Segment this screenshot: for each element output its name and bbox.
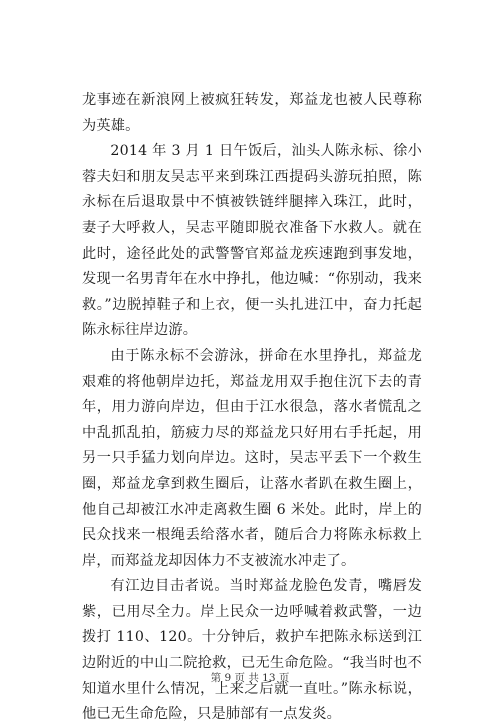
paragraph-2: 2014 年 3 月 1 日午饭后，汕头人陈永标、徐小蓉夫妇和朋友吴志平来到珠江西提码头游玩拍照，陈永标在后退取景中不慎被铁链绊腿摔入珠江，此时，妻子大呼救人，吴志平随即脱衣准备下水救人。就在此时，途径此处的武警警官郑益龙疾速跑到事发地，发现一名男青年在水中挣扎，他边喊：“你别动，我来救。”边脱掉鞋子和上衣，便一头扎进江中，奋力托起陈永标往岸边游。	[82, 143, 422, 339]
paragraph-3: 由于陈永标不会游泳，拼命在水里挣扎，郑益龙艰难的将他朝岸边托，郑益龙用双手抱住沉下去的青年，用力游向岸边，但由于江水很急，落水者慌乱之中乱抓乱拍，筋疲力尽的郑益龙只好用右手托起，用另一只手猛力划向岸边。这时，吴志平丢下一个救生圈，郑益龙拿到救生圈后，让落水者趴在救生圈上，他自己却被江水冲走离救生圈 6 米处。此时，岸上的民众找来一根绳丢给落水者，随后合力将陈永标救上岸，而郑益龙却因体力不支被流水冲走了。	[82, 347, 422, 569]
paragraph-4: 有江边目击者说。当时郑益龙脸色发青，嘴唇发紫，已用尽全力。岸上民众一边呼喊着救武警，一边拨打 110、120。十分钟后，救护车把陈永标送到江边附近的中山二院抢救，已无生命危险。“我当时也不知道水里什么情况，上来之后就一直吐。”陈永标说，他已无生命危险，只是肺部有一点发炎。	[82, 578, 422, 723]
document-page	[82, 88, 422, 728]
paragraph-1: 龙事迹在新浪网上被疯狂转发，郑益龙也被人民尊称为英雄。	[82, 92, 422, 134]
page-number-footer: 第 9 页 共 13 页	[210, 672, 290, 684]
